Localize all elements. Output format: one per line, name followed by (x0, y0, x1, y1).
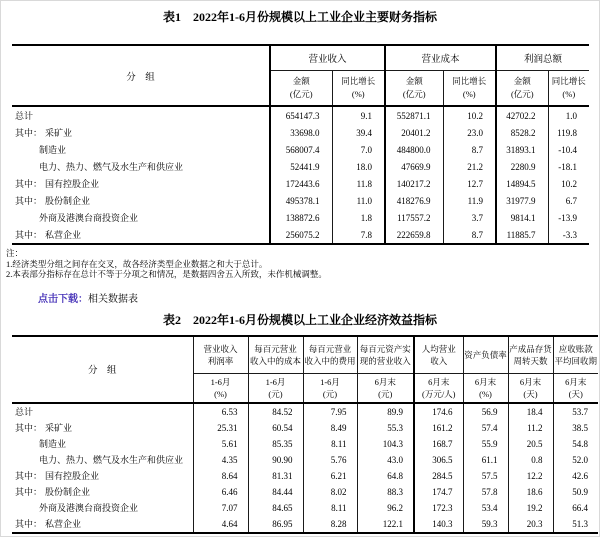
cell-value: 8528.2 (496, 124, 548, 141)
cell-value: -18.1 (558, 161, 578, 172)
table1-colgroup-cost: 营业成本 (385, 45, 496, 71)
table-row (12, 420, 598, 436)
cell-value: 168.7 (414, 436, 463, 452)
table2-col-cost-per-100: 每百元营业 收入中的成本 (248, 336, 303, 374)
row-label (12, 141, 270, 158)
row-label (12, 420, 193, 436)
cell-value: 3.7 (443, 209, 496, 226)
table2-col-inventory-turnover: 产成品存货 周转天数 (508, 336, 553, 374)
row-label-text: 股份制企业 (45, 196, 91, 206)
cell-value: 31977.9 (496, 192, 548, 209)
cell-value: 7.07 (193, 500, 248, 516)
cell-value: 10.2 (561, 178, 578, 189)
row-prefix: 其中： (15, 471, 43, 481)
row-label-text: 制造业 (39, 145, 67, 155)
cell-value: 140.3 (414, 516, 463, 533)
cell-value: 7.95 (303, 403, 357, 420)
cell-value: 11.0 (332, 192, 385, 209)
cell-value: 104.3 (357, 436, 414, 452)
table1-header-groups (12, 45, 589, 71)
cell-value: 11.8 (332, 175, 385, 192)
table-row (12, 468, 598, 484)
cell-value: 6.46 (193, 484, 248, 500)
cell-value: 8.11 (303, 500, 357, 516)
cell-value: 306.5 (414, 452, 463, 468)
cell-value: 96.2 (357, 500, 414, 516)
table-row (12, 209, 589, 226)
table-row (12, 226, 589, 244)
table-row (12, 106, 589, 124)
cell-value: 8.11 (303, 436, 357, 452)
table-row (12, 484, 598, 500)
cell-value: 55.9 (463, 436, 508, 452)
cell-value: 18.0 (332, 158, 385, 175)
cell-value: 6.53 (193, 403, 248, 420)
table1-notes (6, 248, 599, 280)
download-link[interactable]: 点击下载： (38, 293, 88, 305)
cell-value: 53.7 (572, 406, 588, 417)
note-item-1: 1.经济类型分组之间存在交叉，故各经济类型企业数据之和大于总计。 (6, 258, 268, 269)
cell-value: 4.35 (193, 452, 248, 468)
cell-value: 20401.2 (385, 124, 443, 141)
cell-value: 174.7 (414, 484, 463, 500)
cell-value: 14894.5 (496, 175, 548, 192)
cell-value: 66.4 (572, 502, 588, 513)
cell-value: 31893.1 (496, 141, 548, 158)
table-row (12, 500, 598, 516)
table2-period: 6月末 (元) (357, 373, 414, 403)
cell-value: 84.52 (248, 403, 303, 420)
cell-value: 495378.1 (270, 192, 332, 209)
table1-subheader: 金额 (亿元) (270, 71, 332, 107)
table1-subheader: 同比增长 (%) (548, 71, 589, 107)
table1-colgroup-revenue: 营业收入 (270, 45, 385, 71)
cell-value: 23.0 (443, 124, 496, 141)
cell-value: 172.3 (414, 500, 463, 516)
cell-value: 86.95 (248, 516, 303, 533)
table2-title: 表2 2022年1-6月份规模以上工业企业经济效益指标 (163, 312, 437, 327)
row-label-text: 电力、热力、燃气及水生产和供应业 (39, 162, 184, 172)
row-label (12, 452, 193, 468)
cell-value: 8.02 (303, 484, 357, 500)
table2-col-expense-per-100: 每百元营业 收入中的费用 (303, 336, 357, 374)
cell-value: 174.6 (414, 403, 463, 420)
cell-value: 11885.7 (496, 226, 548, 244)
cell-value: 12.7 (443, 175, 496, 192)
table2-period: 1-6月 (%) (193, 373, 248, 403)
cell-value: 284.5 (414, 468, 463, 484)
table1-subheader: 同比增长 (%) (443, 71, 496, 107)
row-label-text: 外商及港澳台商投资企业 (39, 503, 139, 513)
cell-value: -13.9 (558, 212, 578, 223)
cell-value: 57.5 (463, 468, 508, 484)
table-row (12, 158, 589, 175)
row-label-text: 总计 (15, 407, 34, 417)
table-row (12, 436, 598, 452)
row-prefix: 其中： (15, 423, 43, 433)
row-prefix: 其中： (15, 519, 43, 529)
cell-value: -3.3 (562, 229, 578, 240)
download-row (38, 293, 599, 306)
row-label-text: 电力、热力、燃气及水生产和供应业 (39, 455, 184, 465)
cell-value: 12.2 (508, 468, 553, 484)
table2-group-header: 分 组 (12, 336, 193, 403)
cell-value: 60.54 (248, 420, 303, 436)
row-prefix: 其中： (15, 196, 43, 206)
row-label-text: 国有控股企业 (45, 471, 100, 481)
table-row (12, 175, 589, 192)
row-label (12, 226, 270, 244)
row-label (12, 209, 270, 226)
table2-period: 6月末 (万元/人) (414, 373, 463, 403)
row-label (12, 158, 270, 175)
row-label (12, 106, 270, 124)
cell-value: 568007.4 (270, 141, 332, 158)
cell-value: 11.2 (508, 420, 553, 436)
table1-subheader: 金额 (亿元) (385, 71, 443, 107)
cell-value: 55.3 (357, 420, 414, 436)
row-label-text: 采矿业 (45, 423, 73, 433)
cell-value: 117557.2 (385, 209, 443, 226)
table2-period: 1-6月 (元) (248, 373, 303, 403)
cell-value: 43.0 (357, 452, 414, 468)
row-label (12, 175, 270, 192)
row-label (12, 500, 193, 516)
cell-value: 256075.2 (270, 226, 332, 244)
row-prefix: 其中： (15, 128, 43, 138)
cell-value: 53.4 (463, 500, 508, 516)
table-row (12, 192, 589, 209)
cell-value: 33698.0 (270, 124, 332, 141)
row-label (12, 403, 193, 420)
row-prefix: 其中： (15, 230, 43, 240)
cell-value: 138872.6 (270, 209, 332, 226)
cell-value: 5.61 (193, 436, 248, 452)
table2-col-debt-ratio: 资产负债率 (463, 336, 508, 374)
table1-subheader: 同比增长 (%) (332, 71, 385, 107)
cell-value: 38.5 (572, 422, 588, 433)
cell-value: 122.1 (357, 516, 414, 533)
cell-value: 8.7 (443, 141, 496, 158)
cell-value: 57.4 (463, 420, 508, 436)
cell-value: 20.3 (508, 516, 553, 533)
table2-period: 6月末 (天) (508, 373, 553, 403)
cell-value: 5.76 (303, 452, 357, 468)
cell-value: 20.5 (508, 436, 553, 452)
cell-value: 1.8 (332, 209, 385, 226)
table2-header-columns (12, 336, 598, 374)
cell-value: 484800.0 (385, 141, 443, 158)
row-label-text: 国有控股企业 (45, 179, 100, 189)
row-label (12, 436, 193, 452)
cell-value: 161.2 (414, 420, 463, 436)
row-prefix: 其中： (15, 179, 43, 189)
table2-col-profit-margin: 营业收入 利润率 (193, 336, 248, 374)
cell-value: 54.8 (572, 438, 588, 449)
cell-value: 61.1 (463, 452, 508, 468)
cell-value: 59.3 (463, 516, 508, 533)
cell-value: 11.9 (443, 192, 496, 209)
cell-value: 39.4 (332, 124, 385, 141)
cell-value: 18.6 (508, 484, 553, 500)
row-label-text: 外商及港澳台商投资企业 (39, 213, 139, 223)
table1-subheader: 金额 (亿元) (496, 71, 548, 107)
cell-value: 85.35 (248, 436, 303, 452)
row-label-text: 制造业 (39, 439, 67, 449)
row-label-text: 私营企业 (45, 519, 82, 529)
cell-value: 8.7 (443, 226, 496, 244)
note-item-2: 2.本表部分指标存在总计不等于分项之和情况，是数据四舍五入所致，未作机械调整。 (6, 269, 327, 279)
cell-value: 51.3 (572, 518, 588, 529)
table2-col-revenue-per-capita: 人均营业 收入 (414, 336, 463, 374)
table2-period: 1-6月 (元) (303, 373, 357, 403)
row-label-text: 股份制企业 (45, 487, 91, 497)
cell-value: 84.44 (248, 484, 303, 500)
cell-value: 18.4 (508, 403, 553, 420)
row-label-text: 总计 (15, 111, 34, 121)
table1-group-header: 分 组 (12, 45, 270, 106)
table1-colgroup-profit: 利润总额 (496, 45, 589, 71)
cell-value: 172443.6 (270, 175, 332, 192)
cell-value: 56.9 (463, 403, 508, 420)
cell-value: 654147.3 (270, 106, 332, 124)
cell-value: 7.8 (332, 226, 385, 244)
table2-period: 6月末 (%) (463, 373, 508, 403)
row-label-text: 采矿业 (45, 128, 73, 138)
cell-value: 57.8 (463, 484, 508, 500)
row-label (12, 484, 193, 500)
notes-label: 注： (6, 248, 24, 258)
cell-value: 1.0 (565, 110, 578, 121)
cell-value: 42702.2 (496, 106, 548, 124)
cell-value: 7.0 (332, 141, 385, 158)
cell-value: 19.2 (508, 500, 553, 516)
cell-value: 8.28 (303, 516, 357, 533)
cell-value: 418276.9 (385, 192, 443, 209)
download-text: 相关数据表 (88, 293, 138, 305)
row-label-text: 私营企业 (45, 230, 82, 240)
cell-value: 4.64 (193, 516, 248, 533)
row-label (12, 468, 193, 484)
table2-col-receivables-period: 应收账款 平均回收期 (553, 336, 598, 374)
cell-value: 119.8 (557, 127, 578, 138)
cell-value: 21.2 (443, 158, 496, 175)
cell-value: 6.7 (565, 195, 578, 206)
table2-economic-benefit-indicators (12, 335, 598, 534)
cell-value: 64.8 (357, 468, 414, 484)
cell-value: 0.8 (508, 452, 553, 468)
cell-value: -10.4 (558, 144, 578, 155)
row-label (12, 192, 270, 209)
cell-value: 9.1 (332, 106, 385, 124)
cell-value: 9814.1 (496, 209, 548, 226)
row-prefix: 其中： (15, 487, 43, 497)
cell-value: 6.21 (303, 468, 357, 484)
cell-value: 81.31 (248, 468, 303, 484)
table1-financial-indicators (12, 44, 589, 245)
table-row (12, 403, 598, 420)
cell-value: 552871.1 (385, 106, 443, 124)
cell-value: 52441.9 (270, 158, 332, 175)
cell-value: 47669.9 (385, 158, 443, 175)
table-row (12, 141, 589, 158)
cell-value: 90.90 (248, 452, 303, 468)
table-row (12, 124, 589, 141)
cell-value: 8.49 (303, 420, 357, 436)
cell-value: 222659.8 (385, 226, 443, 244)
cell-value: 89.9 (357, 403, 414, 420)
cell-value: 50.9 (572, 486, 588, 497)
cell-value: 8.64 (193, 468, 248, 484)
row-label (12, 124, 270, 141)
cell-value: 25.31 (193, 420, 248, 436)
cell-value: 52.0 (572, 454, 588, 465)
table1-title: 表1 2022年1-6月份规模以上工业企业主要财务指标 (163, 10, 437, 24)
table2-col-revenue-per-100-assets: 每百元资产实 现的营业收入 (357, 336, 414, 374)
table-row (12, 452, 598, 468)
cell-value: 88.3 (357, 484, 414, 500)
table2-period: 6月末 (天) (553, 373, 598, 403)
cell-value: 42.6 (572, 470, 588, 481)
row-label (12, 516, 193, 533)
cell-value: 84.65 (248, 500, 303, 516)
cell-value: 140217.2 (385, 175, 443, 192)
cell-value: 2280.9 (496, 158, 548, 175)
table-row (12, 516, 598, 533)
cell-value: 10.2 (443, 106, 496, 124)
